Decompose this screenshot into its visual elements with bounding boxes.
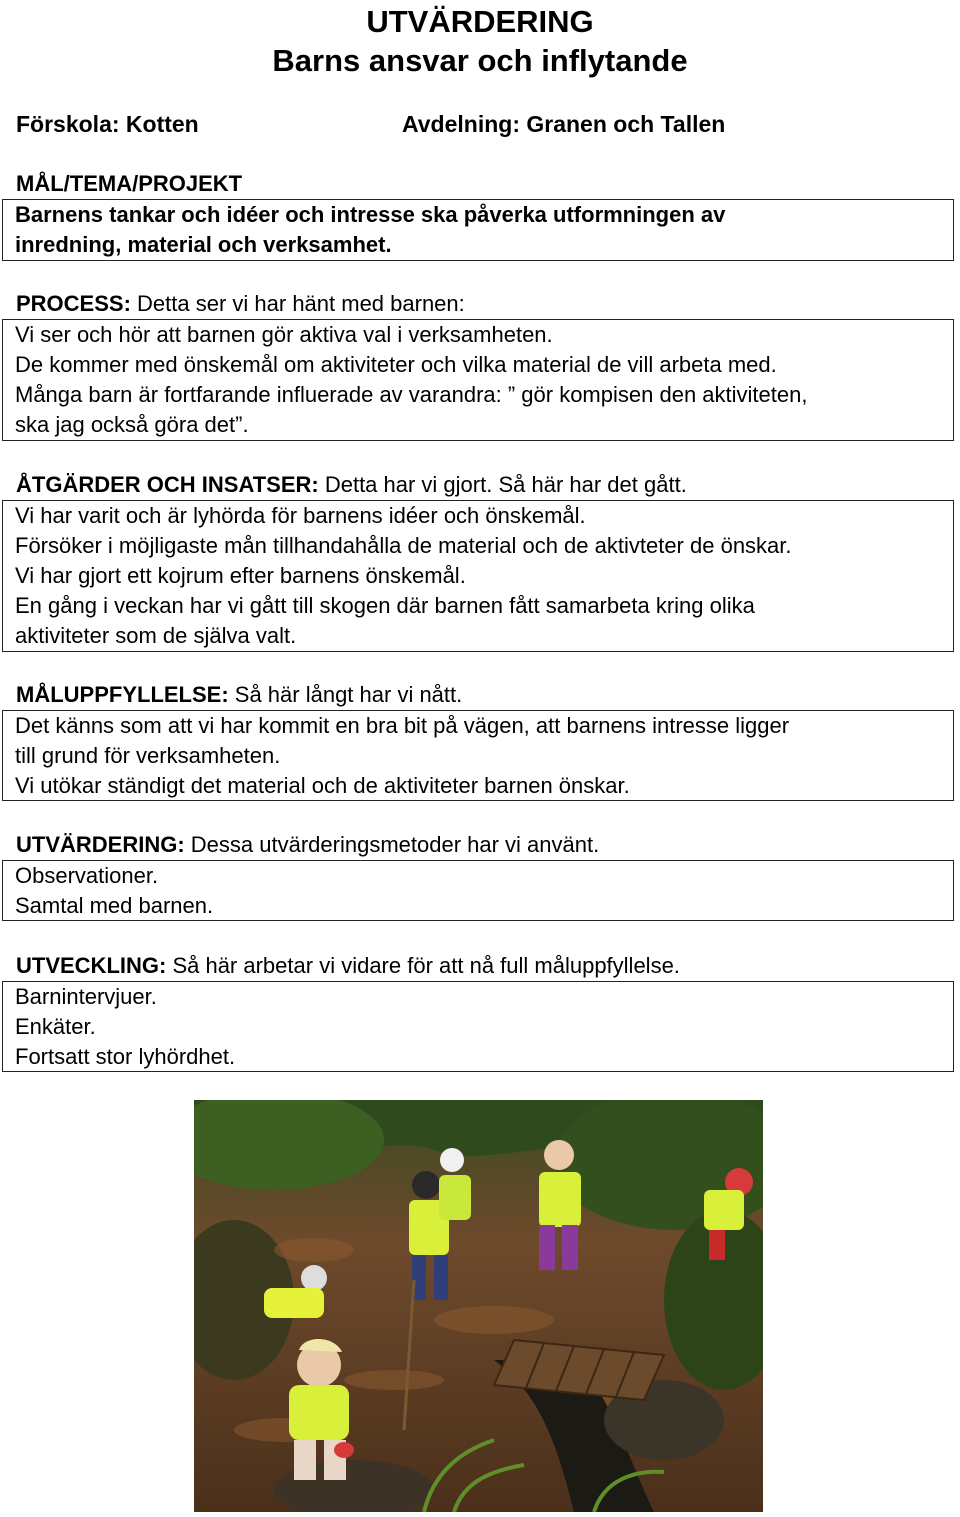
department-name: Avdelning: Granen och Tallen (402, 111, 726, 137)
process-line: Många barn är fortfarande influerade av varandra: ” gör kompisen den aktiviteten, (15, 382, 808, 407)
page-subtitle: Barns ansvar och inflytande (272, 43, 688, 78)
actions-box (2, 500, 954, 652)
goal-line: inredning, material och verksamhet. (15, 232, 392, 257)
evaluation-label: UTVÄRDERING: Dessa utvärderingsmetoder har vi använt. (16, 832, 600, 857)
goal-fulfillment-box (2, 710, 954, 801)
evaluation-line: Observationer. (15, 863, 159, 888)
process-line: ska jag också göra det”. (15, 412, 249, 437)
goal-line: Barnens tankar och idéer och intresse ska påverka utformningen av (15, 202, 726, 227)
forest-children-photo (194, 1100, 763, 1512)
evaluation-box (2, 860, 954, 921)
actions-line: Försöker i möjligaste mån tillhandahålla de material och de aktivteter de önskar. (15, 533, 792, 558)
process-label: PROCESS: Detta ser vi har hänt med barnen: (16, 291, 465, 316)
actions-line: Vi har varit och är lyhörda för barnens idéer och önskemål. (15, 503, 586, 528)
evaluation-line: Samtal med barnen. (15, 893, 214, 918)
preschool-name: Förskola: Kotten (16, 111, 199, 137)
development-line: Fortsatt stor lyhördhet. (15, 1044, 236, 1069)
goal-fulfillment-line: Det känns som att vi har kommit en bra bit på vägen, att barnens intresse ligger (15, 713, 790, 738)
goal-fulfillment-line: till grund för verksamheten. (15, 743, 281, 768)
page-title: UTVÄRDERING (366, 4, 594, 39)
process-line: Vi ser och hör att barnen gör aktiva val i verksamheten. (15, 322, 553, 347)
process-line: De kommer med önskemål om aktiviteter och vilka material de vill arbeta med. (15, 352, 777, 377)
actions-line: En gång i veckan har vi gått till skogen där barnen fått samarbeta kring olika (15, 593, 755, 618)
actions-line: aktiviteter som de själva valt. (15, 623, 297, 648)
goal-box (2, 199, 954, 261)
development-label: UTVECKLING: Så här arbetar vi vidare för att nå full måluppfyllelse. (16, 953, 680, 978)
goal-fulfillment-line: Vi utökar ständigt det material och de aktiviteter barnen önskar. (15, 773, 630, 798)
goal-fulfillment-label: MÅLUPPFYLLELSE: Så här långt har vi nått. (16, 682, 463, 707)
actions-line: Vi har gjort ett kojrum efter barnens önskemål. (15, 563, 466, 588)
process-box (2, 319, 954, 441)
goal-label: MÅL/TEMA/PROJEKT (16, 171, 243, 196)
actions-label: ÅTGÄRDER OCH INSATSER: Detta har vi gjort. Så här har det gått. (16, 472, 687, 497)
development-line: Barnintervjuer. (15, 984, 157, 1009)
development-line: Enkäter. (15, 1014, 96, 1039)
development-box (2, 981, 954, 1072)
